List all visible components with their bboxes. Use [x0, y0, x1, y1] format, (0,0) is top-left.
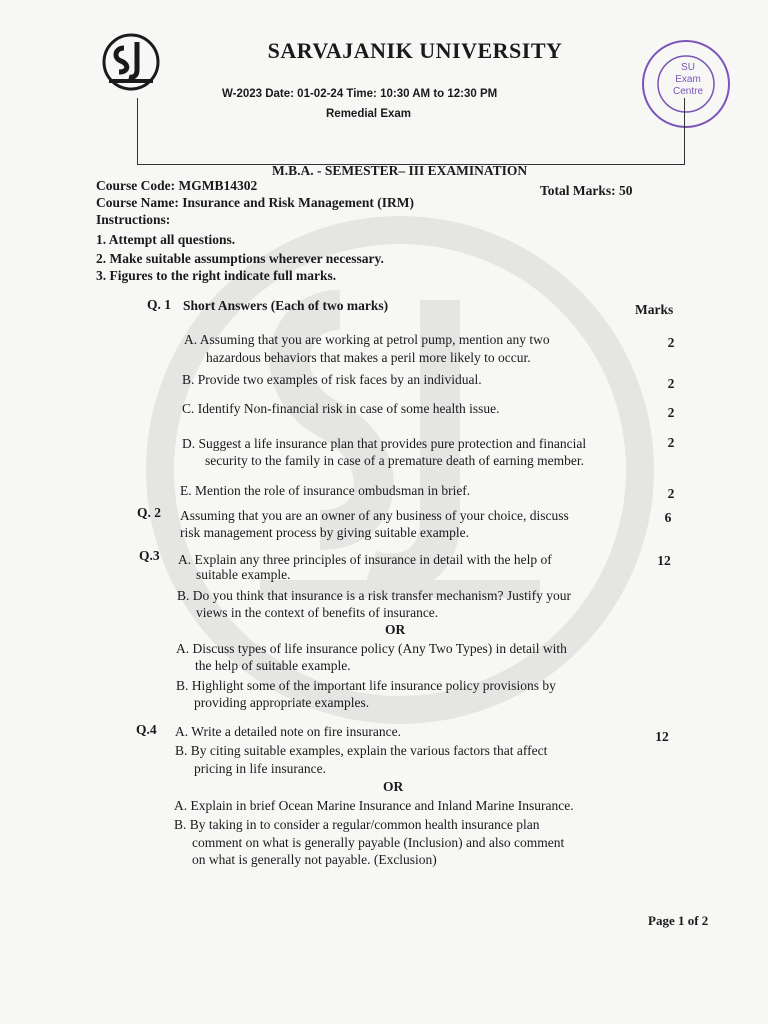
exam-date-line: W-2023 Date: 01-02-24 Time: 10:30 AM to 12:30 PM: [222, 88, 498, 100]
q4b-line1: B. By citing suitable examples, explain the various factors that affect: [175, 743, 548, 758]
q1e-text: E. Mention the role of insurance ombudsman in brief.: [180, 483, 471, 498]
q4d-line3: on what is generally not payable. (Exclusion): [192, 852, 437, 867]
exam-type: Remedial Exam: [326, 108, 412, 120]
q1a-line1: A. Assuming that you are working at petrol pump, mention any two: [184, 332, 550, 347]
q4c-text: A. Explain in brief Ocean Marine Insurance and Inland Marine Insurance.: [174, 798, 574, 813]
q1c-text: C. Identify Non-financial risk in case of some health issue.: [182, 401, 500, 416]
q3d-line2: providing appropriate examples.: [194, 695, 370, 710]
q3a-line2: suitable example.: [196, 567, 291, 582]
q3-number: Q.3: [139, 548, 160, 563]
semester-heading: M.B.A. - SEMESTER– III EXAMINATION: [272, 163, 528, 178]
q3-mark: 12: [657, 553, 671, 568]
q1d-line1: D. Suggest a life insurance plan that provides pure protection and financial: [182, 436, 587, 451]
q2-number: Q. 2: [137, 505, 162, 520]
q4a-text: A. Write a detailed note on fire insurance.: [175, 724, 401, 739]
q4d-line1: B. By taking in to consider a regular/common health insurance plan: [174, 817, 540, 832]
instruction-1: 1. Attempt all questions.: [96, 232, 236, 247]
university-logo: [97, 32, 165, 94]
q1b-text: B. Provide two examples of risk faces by an individual.: [182, 372, 482, 387]
q1c-mark: 2: [667, 405, 675, 420]
university-title: SARVAJANIK UNIVERSITY: [267, 38, 563, 63]
q3d-line1: B. Highlight some of the important life insurance policy provisions by: [176, 678, 556, 693]
q1d-mark: 2: [667, 435, 675, 450]
stamp-text: SU Exam Centre: [672, 62, 703, 97]
instruction-2: 2. Make suitable assumptions wherever necessary.: [96, 251, 384, 266]
course-name: Course Name: Insurance and Risk Management (IRM): [96, 195, 414, 210]
q1a-line2: hazardous behaviors that makes a peril more likely to occur.: [206, 350, 531, 365]
q4-number: Q.4: [136, 722, 157, 737]
q3b-line2: views in the context of benefits of insurance.: [196, 605, 439, 620]
marks-header: Marks: [635, 302, 674, 317]
q4d-line2: comment on what is generally payable (Inclusion) and also comment: [192, 835, 565, 850]
instructions-label: Instructions:: [96, 212, 171, 227]
q4-mark: 12: [655, 729, 669, 744]
q1d-line2: security to the family in case of a premature death of earning member.: [205, 453, 584, 468]
q1-title: Short Answers (Each of two marks): [183, 298, 389, 313]
q2-line1: Assuming that you are an owner of any business of your choice, discuss: [180, 508, 569, 523]
page-number: Page 1 of 2: [648, 913, 709, 928]
q1a-mark: 2: [667, 335, 675, 350]
total-marks: Total Marks: 50: [540, 183, 633, 198]
q1b-mark: 2: [667, 376, 675, 391]
q3c-line2: the help of suitable example.: [195, 658, 351, 673]
q4b-line2: pricing in life insurance.: [194, 761, 326, 776]
q3c-line1: A. Discuss types of life insurance policy (Any Two Types) in detail with: [176, 641, 567, 656]
q2-mark: 6: [664, 510, 672, 525]
q2-line2: risk management process by giving suitable example.: [180, 525, 470, 540]
q1-number: Q. 1: [147, 297, 172, 312]
course-code: Course Code: MGMB14302: [96, 178, 258, 193]
q1e-mark: 2: [667, 486, 675, 501]
instruction-3: 3. Figures to the right indicate full marks.: [96, 268, 337, 283]
q3b-line1: B. Do you think that insurance is a risk transfer mechanism? Justify your: [177, 588, 572, 603]
q3a-line1: A. Explain any three principles of insurance in detail with the help of: [178, 552, 552, 567]
q4-or: OR: [383, 779, 404, 794]
q3-or: OR: [385, 622, 406, 637]
